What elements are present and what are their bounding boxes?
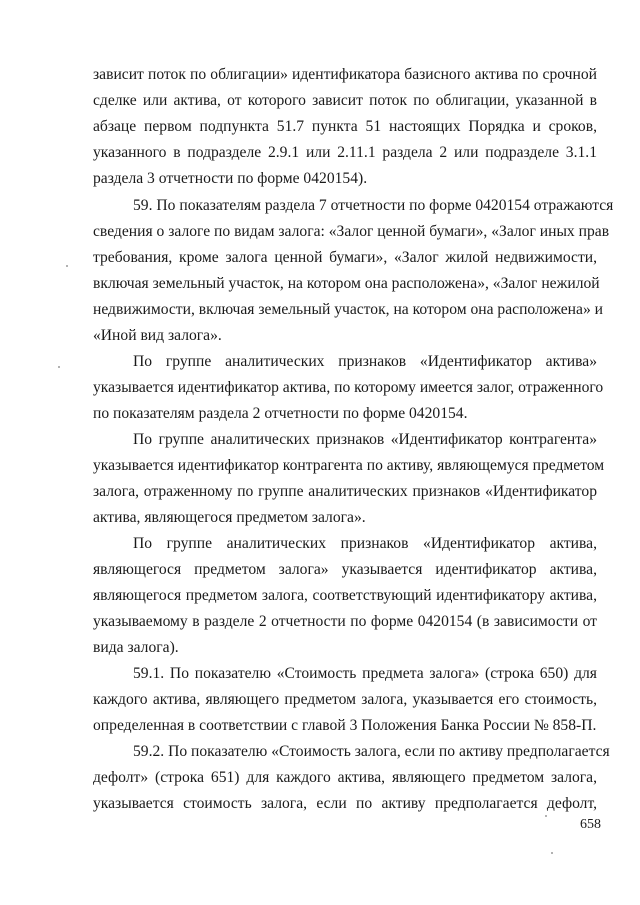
scan-speck: [551, 852, 553, 854]
text-line: недвижимости, включая земельный участок, на котором она расположена» и: [93, 301, 603, 318]
text-line: включая земельный участок, на котором она расположена», «Залог нежилой: [93, 275, 600, 292]
text-line: указанного в подразделе 2.9.1 или 2.11.1 раздела 2 или подразделе 3.1.1: [93, 144, 597, 161]
text-line: По группе аналитических признаков «Идентификатор контрагента»: [133, 431, 597, 448]
text-line: сведения о залоге по видам залога: «Залог ценной бумаги», «Залог иных прав: [93, 223, 610, 240]
text-line: зависит поток по облигации» идентификатора базисного актива по срочной: [93, 66, 597, 83]
paragraph-counterparty-identifier: [93, 427, 605, 531]
paragraph-asset-identifier: [93, 349, 604, 427]
text-line: залога, отраженному по группе аналитических признаков «Идентификатор: [93, 483, 597, 500]
paragraph-59: [93, 193, 614, 349]
text-line: по показателям раздела 2 отчетности по форме 0420154.: [93, 405, 468, 422]
paragraph-59-1: [93, 661, 597, 739]
paragraph-collateral-asset-identifier: [93, 531, 597, 661]
text-line: 59. По показателям раздела 7 отчетности по форме 0420154 отражаются: [133, 197, 614, 214]
text-line: являющегося предметом залога, соответствующий идентификатору актива,: [93, 587, 597, 604]
text-line: сделке или актива, от которого зависит поток по облигации, указанной в: [93, 92, 597, 109]
text-line: определенная в соответствии с главой 3 Положения Банка России № 858-П.: [93, 717, 597, 734]
page-number: 658: [580, 817, 601, 832]
scan-speck: [58, 366, 60, 368]
text-line: каждого актива, являющего предметом залога, указывается его стоимость,: [93, 691, 597, 708]
text-line: 59.1. По показателю «Стоимость предмета залога» (строка 650) для: [133, 665, 597, 682]
scan-speck: [66, 265, 68, 267]
text-line: дефолт» (строка 651) для каждого актива, являющего предметом залога,: [93, 769, 597, 786]
text-line: «Иной вид залога».: [93, 327, 222, 344]
text-line: требования, кроме залога ценной бумаги», «Залог жилой недвижимости,: [93, 249, 597, 266]
text-line: абзаце первом подпункта 51.7 пункта 51 настоящих Порядка и сроков,: [93, 118, 597, 135]
paragraph-continuation: [93, 62, 597, 192]
text-line: являющегося предметом залога» указывается идентификатор актива,: [93, 561, 597, 578]
text-line: указывается стоимость залога, если по активу предполагается дефолт,: [93, 795, 597, 812]
text-line: раздела 3 отчетности по форме 0420154).: [93, 170, 368, 187]
text-line: актива, являющегося предметом залога».: [93, 509, 366, 526]
text-line: указывается идентификатор контрагента по активу, являющемуся предметом: [93, 457, 605, 474]
text-line: указываемому в разделе 2 отчетности по форме 0420154 (в зависимости от: [93, 613, 597, 630]
scan-speck: [545, 815, 547, 817]
text-line: По группе аналитических признаков «Идентификатор актива,: [133, 535, 597, 552]
text-line: вида залога).: [93, 639, 179, 656]
paragraph-59-2: [93, 739, 610, 817]
text-line: По группе аналитических признаков «Идентификатор актива»: [133, 353, 597, 370]
text-line: указывается идентификатор актива, по которому имеется залог, отраженного: [93, 379, 604, 396]
text-line: 59.2. По показателю «Стоимость залога, если по активу предполагается: [133, 743, 610, 760]
